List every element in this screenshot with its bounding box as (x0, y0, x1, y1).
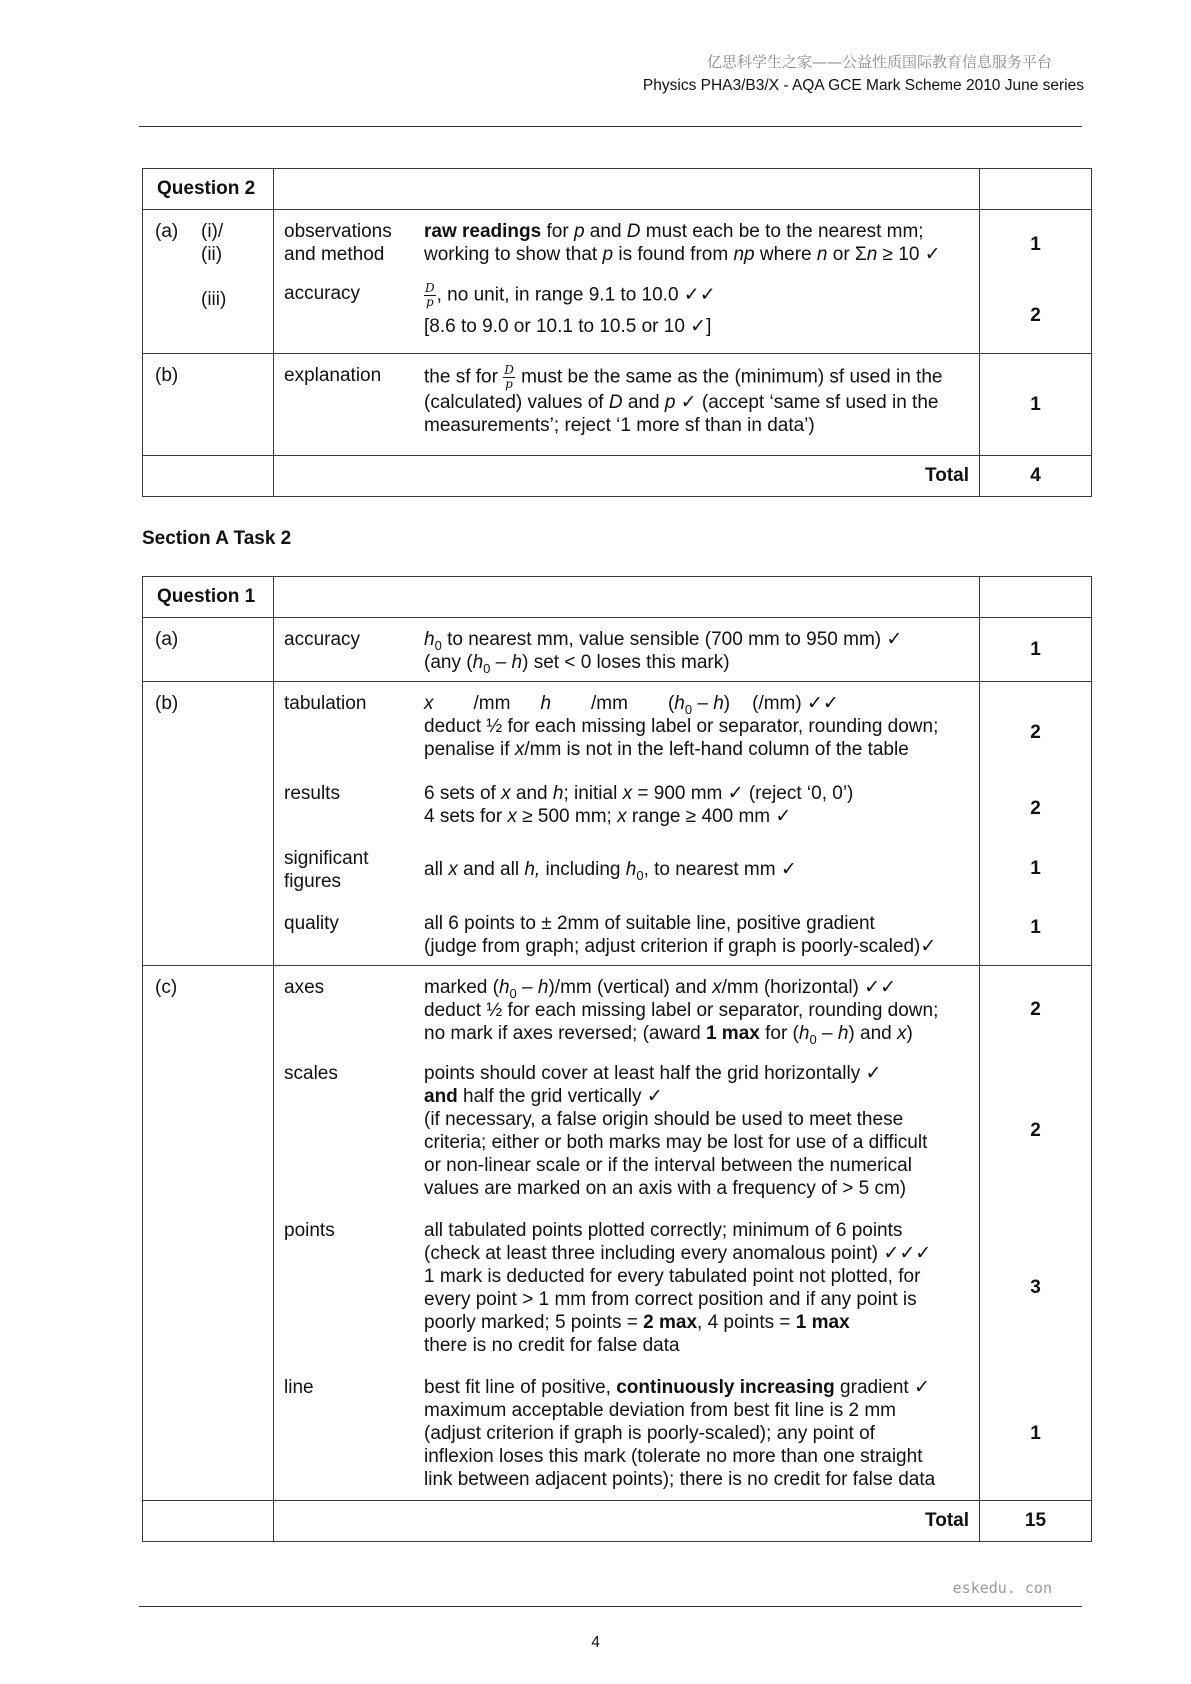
criterion-text: all x and all h, including $h_0$, to nearest mm ✓ (424, 859, 797, 883)
criterion-results (274, 772, 979, 837)
criterion-text: points should cover at least half the grid horizontally ✓ and half the grid vertically ✓ (if necessary, a false origin should be used to meet these criteria; either or both marks may be lost for use of a difficult or non-linear scale or if the interval between the numerical values are marked on an axis with a frequency of > 5 cm) (424, 1063, 928, 1199)
document-title: Physics PHA3/B3/X - AQA GCE Mark Scheme 2010 June series (642, 77, 1084, 94)
criterion-points (274, 1209, 979, 1366)
section-heading: Section A Task 2 (142, 528, 292, 549)
table-row (143, 354, 1092, 456)
mark-value: 2 (1030, 721, 1041, 743)
total-mark: 4 (980, 456, 1092, 497)
criterion-line (274, 1366, 979, 1500)
mark-value: 2 (1030, 305, 1041, 326)
mark-value: 2 (1030, 998, 1041, 1020)
footer-rule (139, 1606, 1082, 1607)
question-2-table (142, 168, 1092, 497)
part-label: (c) (143, 966, 274, 1501)
criterion-label: figures (284, 871, 342, 892)
criterion-axes (274, 966, 979, 1052)
criterion-observations (274, 210, 979, 278)
mark-value: 1 (1030, 917, 1041, 938)
criterion-label: significant (284, 848, 369, 869)
criterion-accuracy (274, 278, 979, 352)
page-number: 4 (591, 1634, 600, 1651)
header-rule (139, 126, 1082, 127)
question-title: Question 1 (143, 577, 274, 618)
criterion-tabulation (274, 682, 979, 772)
criterion-text: best fit line of positive, continuously increasing gradient ✓ maximum acceptable deviation from best fit line is 2 mm (adjust criterion if graph is poorly-scaled); any point of inflexion loses this mark (tolerate no more than one straight link between adjacent points); there is no credit for false data (424, 1377, 936, 1490)
criterion-text: all 6 points to ± 2mm of suitable line, positive gradient (judge from graph; adjust criterion if graph is poorly-scaled)✓ (424, 913, 937, 957)
criterion-label: axes (284, 977, 325, 998)
mark-value: 1 (1030, 639, 1041, 660)
criterion-label: scales (284, 1063, 338, 1084)
criterion-label: accuracy (284, 283, 361, 304)
criterion-label: points (284, 1220, 335, 1241)
fraction-d-over-p: $\frac{D}{p}$ (425, 281, 435, 309)
criterion-explanation (274, 354, 979, 455)
part-label: (b) (143, 354, 274, 456)
table-header-row (143, 577, 1092, 618)
criterion-accuracy (274, 618, 979, 681)
subpart-label: (i)/ (201, 221, 224, 242)
subpart-label: (iii) (201, 289, 227, 310)
mark-value: 1 (1030, 857, 1041, 879)
criterion-label: tabulation (284, 693, 367, 714)
criterion-text: $\frac{D}{p}$ , no unit, in range 9.1 to 10.0 ✓✓ [8.6 to 9.0 or 10.1 to 10.5 or 10 ✓] (424, 281, 716, 337)
criterion-label: and method (284, 244, 385, 265)
criterion-label: quality (284, 913, 339, 934)
fraction-d-over-p: $\frac{D}{p}$ (504, 363, 514, 391)
table-header-row (143, 169, 1092, 210)
table-row (143, 966, 1092, 1501)
part-label: (b) (143, 682, 274, 966)
mark-value: 1 (1030, 1422, 1041, 1444)
question-title: Question 2 (143, 169, 274, 210)
criterion-label: results (284, 783, 340, 804)
criterion-quality (274, 902, 979, 965)
criterion-label: accuracy (284, 629, 361, 650)
part-label: (a) (155, 221, 179, 242)
criterion-label: explanation (284, 365, 382, 386)
criterion-label: observations (284, 221, 392, 242)
total-label: Total (274, 1501, 980, 1542)
watermark-text: eskedu. con (952, 1579, 1052, 1597)
criterion-text: the sf for $\frac{D}{p}$ must be the same as the (minimum) sf used in the (calculated) values of D and p ✓ (accept ‘same sf used in the measurements’; reject ‘1 more sf than in data’) (424, 363, 943, 436)
table-row (143, 682, 1092, 966)
criterion-text: marked $(h_0 - h)/mm$ (vertical) and x/mm (horizontal) ✓✓ deduct ½ for each missing label or separator, rounding down; no mark if axes reversed; (award 1 max for $(h_0 - h)$ and x) (424, 977, 939, 1047)
table-row (143, 210, 1092, 354)
total-mark: 15 (980, 1501, 1092, 1542)
table-row (143, 618, 1092, 682)
mark-value: 3 (1030, 1277, 1041, 1298)
total-label: Total (274, 456, 980, 497)
criterion-scales (274, 1052, 979, 1209)
subpart-label: (ii) (201, 244, 223, 265)
total-row (143, 1501, 1092, 1542)
criterion-text: raw readings for p and D must each be to the nearest mm; working to show that p is found from np where n or Σn ≥ 10 ✓ (424, 221, 941, 265)
site-header-text: 亿思科学生之家——公益性质国际教育信息服务平台 (706, 53, 1052, 71)
criterion-significant-figures (274, 837, 979, 902)
criterion-text: 6 sets of x and h; initial x = 900 mm ✓ (reject ‘0, 0’) 4 sets for x ≥ 500 mm; x range ≥ 400 mm ✓ (424, 783, 854, 827)
mark-value: 1 (1030, 394, 1041, 415)
task-2-question-1-table (142, 576, 1092, 1542)
criterion-text: $h_0$ to nearest mm, value sensible (700 mm to 950 mm) ✓ (any $(h_0 - h)$ set < 0 loses this mark) (424, 629, 903, 676)
mark-value: 2 (1030, 1120, 1041, 1141)
total-row (143, 456, 1092, 497)
criterion-text: x /mm h /mm $(h_0 - h)$ (/mm) ✓✓ deduct ½ for each missing label or separator, rounding down; penalise if x/mm is not in the left-hand column of the table (424, 693, 939, 760)
part-label: (a) (143, 618, 274, 682)
mark-value: 1 (1030, 233, 1041, 255)
mark-value: 2 (1030, 797, 1041, 819)
criterion-text: all tabulated points plotted correctly; minimum of 6 points (check at least three including every anomalous point) ✓✓✓ 1 mark is deducted for every tabulated point not plotted, for every point > 1 mm from correct position and if any point is poorly marked; 5 points = 2 max, 4 points = 1 max there is no credit for false data (424, 1220, 932, 1356)
criterion-label: line (284, 1377, 314, 1398)
part-a-cell (143, 210, 274, 354)
